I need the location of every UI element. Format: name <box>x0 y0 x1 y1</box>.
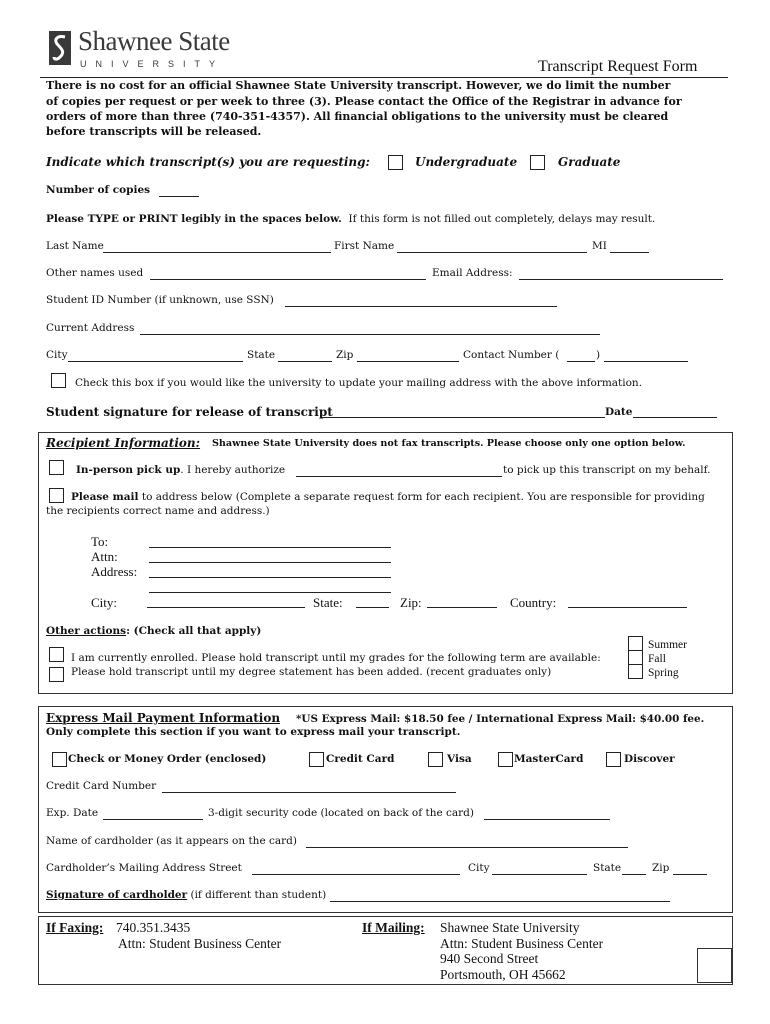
notice-line: before transcripts will be released. <box>46 125 262 138</box>
hold-degree-label: Please hold transcript until my degree statement has been added. (recent graduates only) <box>71 666 552 678</box>
contact-number-label: Contact Number ( <box>463 349 560 361</box>
payment-fees: *US Express Mail: $18.50 fee / International Express Mail: $40.00 fee. <box>296 713 705 725</box>
logo-subtitle: UNIVERSITY <box>80 59 225 69</box>
pickup-text: . I hereby authorize <box>180 464 286 476</box>
zip-field[interactable] <box>357 350 459 362</box>
logo-name: Shawnee State <box>78 26 230 56</box>
mail-text: to address below (Complete a separate request form for each recipient. You are responsible for providing <box>138 491 705 503</box>
cardholder-address-label: Cardholder’s Mailing Address Street <box>46 862 242 874</box>
mail-line: Attn: Student Business Center <box>440 936 604 951</box>
cardholder-name-label: Name of cardholder (as it appears on the card) <box>46 835 297 847</box>
student-id-field[interactable] <box>285 295 557 307</box>
mi-label: MI <box>592 240 607 252</box>
last-name-field[interactable] <box>103 241 331 253</box>
cardholder-street-field[interactable] <box>252 863 460 875</box>
current-address-field[interactable] <box>140 323 600 335</box>
state-field[interactable] <box>278 350 332 362</box>
cardholder-city-label: City <box>468 862 490 874</box>
graduate-label: Graduate <box>558 155 621 169</box>
instructions-bold: Please TYPE or PRINT legibly in the spaces below. <box>46 213 342 225</box>
security-code-label: 3-digit security code (located on back of the card) <box>208 807 474 819</box>
first-name-field[interactable] <box>397 241 587 253</box>
student-signature-field[interactable] <box>322 406 605 418</box>
recipient-state-label: State: <box>313 595 343 610</box>
address-field[interactable] <box>149 566 391 578</box>
recipient-city-field[interactable] <box>147 596 305 608</box>
mail-line: Shawnee State University <box>440 920 580 935</box>
last-name-label: Last Name <box>46 240 104 252</box>
visa-label: Visa <box>447 753 472 765</box>
card-number-label: Credit Card Number <box>46 780 157 792</box>
copies-field[interactable] <box>159 185 199 197</box>
other-actions-heading: Other actions <box>46 625 127 637</box>
recipient-zip-label: Zip: <box>400 595 422 610</box>
city-field[interactable] <box>68 350 243 362</box>
email-label: Email Address: <box>432 267 513 279</box>
check-money-order-checkbox[interactable] <box>52 752 67 767</box>
recipient-country-field[interactable] <box>568 596 687 608</box>
current-address-label: Current Address <box>46 322 135 334</box>
credit-card-label: Credit Card <box>326 753 395 765</box>
form-title: Transcript Request Form <box>538 58 698 75</box>
notice-line: of copies per request or per week to three (3). Please contact the Office of the Registrar in advance for <box>46 95 682 108</box>
security-code-field[interactable] <box>484 808 610 820</box>
payment-subheading: Only complete this section if you want to express mail your transcript. <box>46 726 461 738</box>
contact-number-close: ) <box>596 349 601 361</box>
hold-grades-label: I am currently enrolled. Please hold transcript until my grades for the following term are available: <box>71 652 601 664</box>
exp-date-label: Exp. Date <box>46 807 99 819</box>
recipient-city-label: City: <box>91 595 118 610</box>
notice-line: There is no cost for an official Shawnee State University transcript. However, we do limit the number <box>46 79 671 92</box>
office-use-box <box>697 948 732 983</box>
mail-line: Portsmouth, OH 45662 <box>440 967 566 982</box>
mail-text-2: the recipients correct name and address.) <box>46 505 270 517</box>
first-name-label: First Name <box>334 240 395 252</box>
mail-label: If Mailing: <box>362 920 425 935</box>
visa-checkbox[interactable] <box>428 752 443 767</box>
update-address-checkbox[interactable] <box>51 373 66 388</box>
fax-label: If Faxing: <box>46 920 104 935</box>
summer-label: Summer <box>648 639 687 651</box>
mail-checkbox[interactable] <box>49 488 64 503</box>
other-names-label: Other names used <box>46 267 144 279</box>
mastercard-checkbox[interactable] <box>498 752 513 767</box>
mastercard-label: MasterCard <box>514 753 584 765</box>
card-number-field[interactable] <box>162 781 456 793</box>
hold-grades-checkbox[interactable] <box>49 647 64 662</box>
email-field[interactable] <box>519 268 723 280</box>
credit-card-checkbox[interactable] <box>309 752 324 767</box>
payment-heading: Express Mail Payment Information <box>46 711 281 725</box>
authorized-person-field[interactable] <box>296 465 502 477</box>
transcript-type-prompt: Indicate which transcript(s) you are requesting: <box>46 155 370 169</box>
date-field[interactable] <box>633 406 717 418</box>
city-label: City <box>46 349 68 361</box>
other-actions-heading-rest: : (Check all that apply) <box>126 625 262 637</box>
spring-checkbox[interactable] <box>628 664 643 679</box>
pickup-label: In-person pick up <box>76 464 181 476</box>
cardholder-signature-field[interactable] <box>330 890 670 902</box>
copies-label: Number of copies <box>46 184 151 196</box>
cardholder-city-field[interactable] <box>492 863 587 875</box>
cardholder-zip-label: Zip <box>652 862 670 874</box>
cardholder-state-field[interactable] <box>622 863 646 875</box>
zip-label: Zip <box>336 349 354 361</box>
update-address-label: Check this box if you would like the university to update your mailing address with the above information. <box>75 377 643 389</box>
to-label: To: <box>91 534 109 549</box>
cardholder-name-field[interactable] <box>306 836 628 848</box>
cardholder-zip-field[interactable] <box>673 863 707 875</box>
recipient-heading: Recipient Information: <box>46 436 201 450</box>
to-field[interactable] <box>149 536 391 548</box>
attn-field[interactable] <box>149 551 391 563</box>
exp-date-field[interactable] <box>103 808 203 820</box>
pickup-text-end: to pick up this transcript on my behalf. <box>503 464 711 476</box>
student-signature-label: Student signature for release of transcript <box>46 405 333 419</box>
university-logo-icon <box>49 31 71 65</box>
other-names-field[interactable] <box>150 268 426 280</box>
attn-label: Attn: <box>91 549 118 564</box>
recipient-zip-field[interactable] <box>427 596 497 608</box>
recipient-state-field[interactable] <box>356 596 389 608</box>
fax-attn: Attn: Student Business Center <box>118 936 282 951</box>
header-divider <box>40 77 728 78</box>
instructions-note: If this form is not filled out completely, delays may result. <box>348 213 656 225</box>
recipient-country-label: Country: <box>510 595 557 610</box>
cardholder-signature-note: (if different than student) <box>187 889 327 901</box>
date-label: Date <box>605 406 633 418</box>
hold-degree-checkbox[interactable] <box>49 667 64 682</box>
cardholder-state-label: State <box>593 862 622 874</box>
address-label: Address: <box>91 564 138 579</box>
fall-checkbox[interactable] <box>628 650 643 665</box>
mi-field[interactable] <box>610 241 649 253</box>
discover-label: Discover <box>624 753 675 765</box>
contact-number-field[interactable] <box>604 350 688 362</box>
undergraduate-label: Undergraduate <box>415 155 518 169</box>
pickup-checkbox[interactable] <box>49 460 64 475</box>
discover-checkbox[interactable] <box>606 752 621 767</box>
check-money-order-label: Check or Money Order (enclosed) <box>68 753 267 765</box>
state-label: State <box>247 349 276 361</box>
graduate-checkbox[interactable] <box>530 155 545 170</box>
fax-number: 740.351.3435 <box>116 920 191 935</box>
mail-label: Please mail <box>71 491 139 503</box>
area-code-field[interactable] <box>567 350 595 362</box>
undergraduate-checkbox[interactable] <box>388 155 403 170</box>
fall-label: Fall <box>648 653 666 665</box>
student-id-label: Student ID Number (if unknown, use SSN) <box>46 294 274 306</box>
summer-checkbox[interactable] <box>628 636 643 651</box>
address-field-2[interactable] <box>149 581 391 593</box>
spring-label: Spring <box>648 667 679 679</box>
notice-line: orders of more than three (740-351-4357). All financial obligations to the university must be cleared <box>46 110 669 123</box>
cardholder-signature-label: Signature of cardholder <box>46 889 188 901</box>
recipient-note: Shawnee State University does not fax transcripts. Please choose only one option below. <box>212 438 686 449</box>
mail-line: 940 Second Street <box>440 951 539 966</box>
